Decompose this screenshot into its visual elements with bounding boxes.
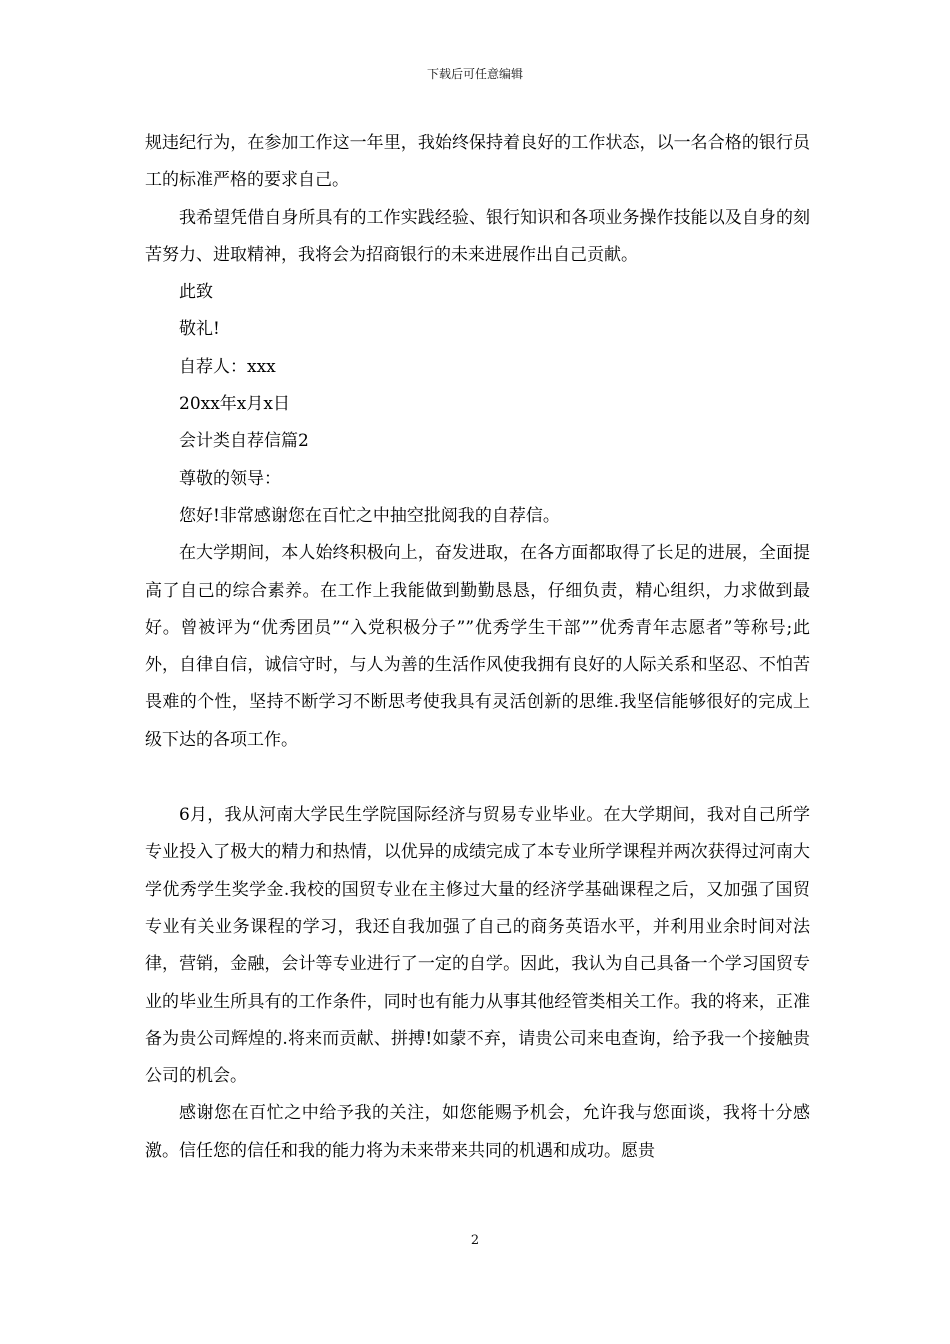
signature-line: 自荐人：xxx: [179, 356, 276, 377]
section-title: 会计类自荐信篇2: [179, 431, 309, 452]
date-line: 20xx年x月x日: [179, 394, 290, 415]
document-body: [145, 125, 810, 1170]
paragraph-hope: 我希望凭借自身所具有的工作实践经验、银行知识和各项业务操作技能以及自身的刻苦努力、进取精神，我将会为招商银行的未来进展作出自己贡献。: [145, 207, 810, 265]
paragraph-gap: [145, 759, 810, 797]
page-header: 下载后可任意编辑: [426, 67, 523, 81]
closing-regards: 敬礼!: [179, 319, 220, 340]
greeting: 尊敬的领导：: [179, 468, 281, 489]
paragraph-graduation: 6月，我从河南大学民生学院国际经济与贸易专业毕业。在大学期间，我对自己所学专业投入了极大的精力和热情，以优异的成绩完成了本专业所学课程并两次获得过河南大学优秀学生奖学金.我校的国贸专业在主修过大量的经济学基础课程之后，又加强了国贸专业有关业务课程的学习，我还自我加强了自己的商务英语水平，并利用业余时间对法律，营销，金融，会计等专业进行了一定的自学。因此，我认为自己具备一个学习国贸专业的毕业生所具有的工作条件，同时也有能力从事其他经管类相关工作。我的将来，正准备为贵公司辉煌的.将来而贡献、拼搏!如蒙不弃，请贵公司来电查询，给予我一个接触贵公司的机会。: [145, 805, 810, 1087]
paragraph-opening: 您好!非常感谢您在百忙之中抽空批阅我的自荐信。: [179, 505, 560, 526]
page-number: 2: [470, 1233, 480, 1248]
closing-salutation: 此致: [179, 282, 213, 303]
paragraph-thanks: 感谢您在百忙之中给予我的关注，如您能赐予机会，允许我与您面谈，我将十分感激。信任您的信任和我的能力将为未来带来共同的机遇和成功。愿贵: [145, 1103, 810, 1161]
paragraph-university: 在大学期间，本人始终积极向上，奋发进取，在各方面都取得了长足的进展，全面提高了自己的综合素养。在工作上我能做到勤勤恳恳，仔细负责，精心组织，力求做到最好。曾被评为“优秀团员”“入党积极分子””优秀学生干部””优秀青年志愿者”等称号;此外，自律自信，诚信守时，与人为善的生活作风使我拥有良好的人际关系和坚忍、不怕苦畏难的个性，坚持不断学习不断思考使我具有灵活创新的思维.我坚信能够很好的完成上级下达的各项工作。: [145, 543, 810, 750]
paragraph-continuation: 规违纪行为，在参加工作这一年里，我始终保持着良好的工作状态，以一名合格的银行员工的标准严格的要求自己。: [145, 133, 810, 191]
